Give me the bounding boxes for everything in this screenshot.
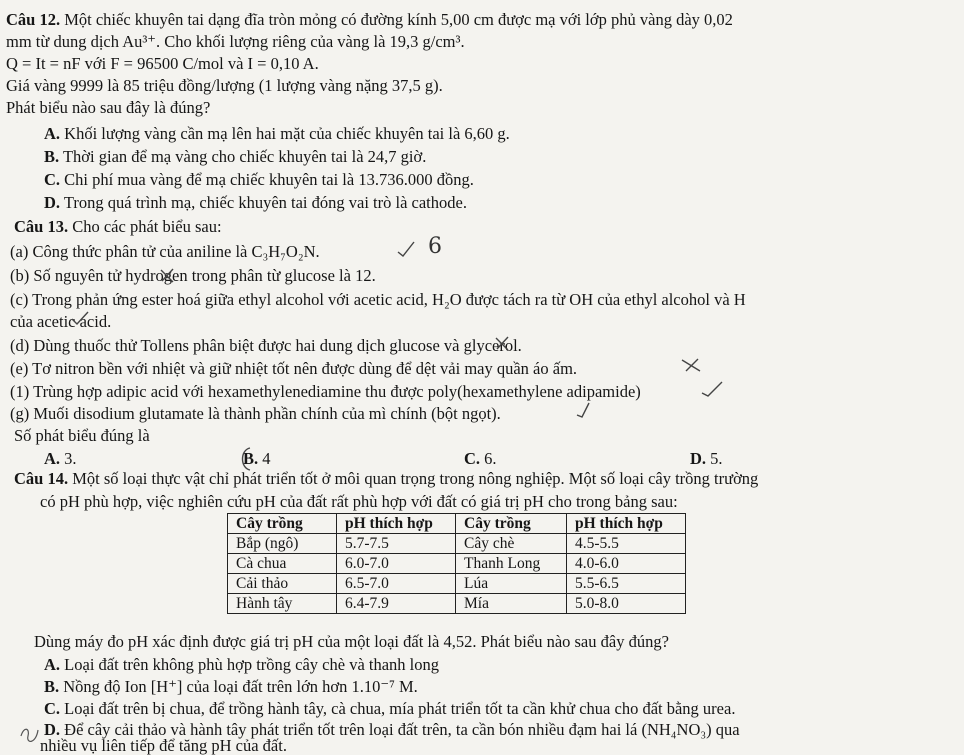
q13-statement-c-cont: của acetic acid. (10, 312, 112, 331)
q13-answer-b-key: B. (243, 449, 259, 468)
q13-answer-c-text: 6. (480, 449, 497, 468)
q14-option-b-key: B. (44, 677, 60, 696)
q13-answer-a-text: 3. (60, 449, 77, 468)
table-cell: 4.0-6.0 (567, 554, 686, 574)
table-cell: Mía (456, 594, 567, 614)
q14-line-1 (14, 469, 758, 488)
table-cell: Bắp (ngô) (228, 534, 337, 554)
q12-option-b (44, 147, 426, 166)
table-row (228, 534, 686, 554)
table-header: Cây trồng (228, 514, 337, 534)
check-mark-icon (700, 380, 724, 398)
q12-line-5: Phát biểu nào sau đây là đúng? (6, 98, 211, 117)
q14-text-1: Một số loại thực vật chỉ phát triển tốt ở môi quan trọng trong nông nghiệp. Một số loại cây trồng trường (68, 469, 759, 488)
q13-question: Số phát biểu đúng là (14, 426, 150, 445)
q13-answer-c-key: C. (464, 449, 481, 468)
q12-option-a (44, 124, 510, 143)
q14-option-b (44, 677, 418, 696)
q14-option-a (44, 655, 439, 674)
table-cell: 6.5-7.0 (337, 574, 456, 594)
q12-option-b-text: Thời gian để mạ vàng cho chiếc khuyên tai là 24,7 giờ. (59, 147, 427, 166)
table-header: pH thích hợp (337, 514, 456, 534)
q13-answer-c (464, 449, 497, 468)
table-row (228, 554, 686, 574)
q12-line-3: Q = It = nF với F = 96500 C/mol và I = 0,10 A. (6, 54, 319, 73)
q14-option-d-text: Để cây cải thảo và hành tây phát triển tốt trên loại đất trên, ta cần bón nhiều đạm hai lá (NH₄NO₃) qua (60, 720, 740, 739)
q12-option-c-text: Chi phí mua vàng để mạ chiếc khuyên tai là 13.736.000 đồng. (60, 170, 474, 189)
q14-option-b-text: Nồng độ Ion [H⁺] của loại đất trên lớn hơn 1.10⁻⁷ M. (59, 677, 418, 696)
q14-option-c (44, 699, 735, 718)
q14-last-line: nhiều vụ liên tiếp để tăng pH của đất. (40, 736, 287, 755)
q14-option-c-key: C. (44, 699, 61, 718)
ph-table (227, 513, 686, 614)
q12-option-d-text: Trong quá trình mạ, chiếc khuyên tai đóng vai trò là cathode. (60, 193, 467, 212)
table-header: Cây trồng (456, 514, 567, 534)
q14-option-c-text: Loại đất trên bị chua, để trồng hành tây, cà chua, mía phát triển tốt ta cần khử chua cho đất bằng urea. (60, 699, 736, 718)
table-cell: 6.0-7.0 (337, 554, 456, 574)
q14-after-table: Dùng máy đo pH xác định được giá trị pH của một loại đất là 4,52. Phát biểu nào sau đây đúng? (34, 632, 669, 651)
q13-statement-a: (a) Công thức phân tử của aniline là C₃H₇O₂N. (10, 242, 320, 261)
table-cell: Lúa (456, 574, 567, 594)
q12-option-c (44, 170, 474, 189)
q13-answer-b-text: 4 (258, 449, 271, 468)
q13-answer-d-key: D. (690, 449, 707, 468)
handwritten-note-6: 6 (428, 234, 442, 259)
q13-statement-g: (g) Muối disodium glutamate là thành phần chính của mì chính (bột ngọt). (10, 404, 501, 423)
q14-option-d-key: D. (44, 720, 61, 739)
q13-heading (14, 217, 222, 236)
table-header-row (228, 514, 686, 534)
q12-line-2: mm từ dung dịch Au³⁺. Cho khối lượng riêng của vàng là 19,3 g/cm³. (6, 32, 465, 51)
table-cell: 4.5-5.5 (567, 534, 686, 554)
q13-intro: Cho các phát biểu sau: (68, 217, 222, 236)
table-cell: Cà chua (228, 554, 337, 574)
q12-option-a-key: A. (44, 124, 61, 143)
q12-option-c-key: C. (44, 170, 61, 189)
table-cell: Cải thảo (228, 574, 337, 594)
q12-option-a-text: Khối lượng vàng cần mạ lên hai mặt của chiếc khuyên tai là 6,60 g. (60, 124, 510, 143)
q13-answer-d-text: 5. (706, 449, 723, 468)
table-cell: Hành tây (228, 594, 337, 614)
q13-statement-f: (1) Trùng hợp adipic acid với hexamethylenediamine thu được poly(hexamethylene adipamide) (10, 382, 641, 401)
q13-statement-e: (e) Tơ nitron bền với nhiệt và giữ nhiệt tốt nên được dùng để dệt vải may quần áo ấm. (10, 359, 578, 378)
table-row (228, 594, 686, 614)
check-mark-icon (396, 240, 416, 258)
cross-mark-icon (158, 266, 176, 284)
q14-option-a-text: Loại đất trên không phù hợp trồng cây chè và thanh long (60, 655, 440, 674)
q12-option-d (44, 193, 467, 212)
q13-label: Câu 13. (14, 217, 69, 236)
table-cell: Cây chè (456, 534, 567, 554)
q12-text-1: Một chiếc khuyên tai dạng đĩa tròn mỏng có đường kính 5,00 cm được mạ với lớp phủ vàng dày 0,02 (60, 10, 733, 29)
table-header: pH thích hợp (567, 514, 686, 534)
table-row (228, 574, 686, 594)
check-mark-icon (70, 310, 90, 326)
cross-mark-icon (493, 334, 511, 352)
q13-statement-c: (c) Trong phản ứng ester hoá giữa ethyl alcohol với acetic acid, H₂O được tách ra từ OH của ethyl alcohol và H (10, 290, 746, 309)
q14-line-2: có pH phù hợp, việc nghiên cứu pH của đất rất phù hợp với đất có giá trị pH cho trong bảng sau: (40, 492, 678, 511)
check-mark-icon (574, 401, 592, 419)
q12-line-1 (6, 10, 733, 29)
handwritten-scribble-icon (18, 724, 42, 746)
q12-option-b-key: B. (44, 147, 60, 166)
q13-answer-a (44, 449, 77, 468)
q12-label: Câu 12. (6, 10, 61, 29)
q13-answer-d (690, 449, 723, 468)
table-cell: 6.4-7.9 (337, 594, 456, 614)
table-cell: Thanh Long (456, 554, 567, 574)
q13-statement-d: (d) Dùng thuốc thử Tollens phân biệt được hai dung dịch glucose và glycerol. (10, 336, 522, 355)
q14-label: Câu 14. (14, 469, 69, 488)
q14-option-a-key: A. (44, 655, 61, 674)
table-cell: 5.7-7.5 (337, 534, 456, 554)
q12-option-d-key: D. (44, 193, 61, 212)
cross-mark-icon (680, 356, 702, 374)
q13-answer-a-key: A. (44, 449, 61, 468)
table-cell: 5.5-6.5 (567, 574, 686, 594)
q13-statement-b: (b) Số nguyên tử hydrogen trong phân từ glucose là 12. (10, 266, 376, 285)
q12-line-4: Giá vàng 9999 là 85 triệu đồng/lượng (1 lượng vàng nặng 37,5 g). (6, 76, 443, 95)
table-cell: 5.0-8.0 (567, 594, 686, 614)
